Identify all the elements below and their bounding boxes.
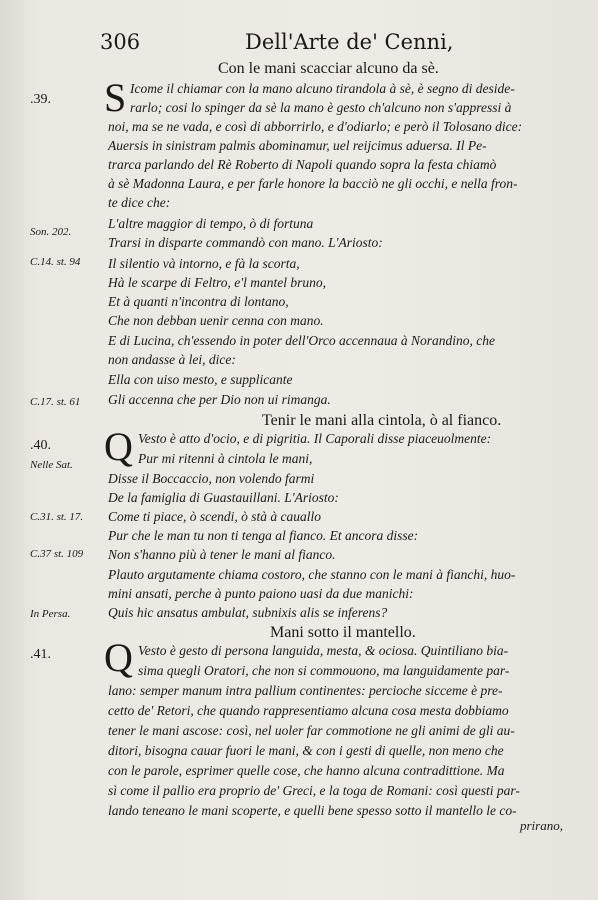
text-line: Auersis in sinistram palmis abominamur, uel reijcimus aduersa. Il Pe- xyxy=(108,138,487,153)
text-line: trarca parlando del Rè Roberto di Napoli quando sopra la festa chiamò xyxy=(108,157,497,172)
section-heading: Tenir le mani alla cintola, ò al fianco. xyxy=(262,412,502,429)
text-line: tener le mani ascose: così, nel uoler far commotione ne gli animi de gli au- xyxy=(108,723,515,738)
verse-line: Et à quanti n'incontra di lontano, xyxy=(108,294,289,309)
text-line: te dice che: xyxy=(108,195,171,210)
margin-section-number: .39. xyxy=(30,92,51,107)
margin-reference: Son. 202. xyxy=(30,226,72,238)
verse-line: Quis hic ansatus ambulat, subnixis alis se inferens? xyxy=(108,605,388,620)
running-title: Dell'Arte de' Cenni, xyxy=(245,30,454,54)
section-heading: Con le mani scacciar alcuno da sè. xyxy=(218,60,439,77)
catchword: prirano, xyxy=(520,818,563,833)
margin-reference: C.14. st. 94 xyxy=(30,256,81,268)
text-line: Icome il chiamar con la mano alcuno tirandola à sè, è segno di deside- xyxy=(130,81,515,96)
drop-capital: Q xyxy=(104,635,133,680)
margin-reference: In Persa. xyxy=(30,608,71,620)
verse-line: Trarsi in disparte commandò con mano. L'Ariosto: xyxy=(108,235,383,250)
text-line: sì come il pallio era proprio de' Greci, e la toga de Romani: così questi par- xyxy=(108,783,520,798)
verse-line: Non s'hanno più à tener le mani al fianco. xyxy=(108,547,336,562)
verse-line: L'altre maggior di tempo, ò di fortuna xyxy=(108,216,314,231)
text-line: Vesto è gesto di persona languida, mesta, & ociosa. Quintiliano bia- xyxy=(138,643,509,658)
text-line: à sè Madonna Laura, e per farle honore la bacciò ne gli occhi, e nella fron- xyxy=(108,176,518,191)
section-heading: Mani sotto il mantello. xyxy=(270,624,416,641)
text-line: Plauto argutamente chiama costoro, che stanno con le mani à fianchi, huo- xyxy=(108,567,516,582)
text-line: lando teneano le mani scoperte, e quelli bene spesso sotto il mantello le co- xyxy=(108,803,517,818)
text-line: sima quegli Oratori, che non si commouono, ma languidamente par- xyxy=(138,663,510,678)
text-line: mini ansati, perche à punto paiono uasi da due manichi: xyxy=(108,586,414,601)
verse-line: Pur mi ritenni à cintola le mani, xyxy=(138,451,313,466)
margin-reference: C.17. st. 61 xyxy=(30,396,81,408)
verse-line: Ella con uiso mesto, e supplicante xyxy=(108,372,293,387)
margin-section-number: .41. xyxy=(30,647,51,662)
text-line: cetto de' Retori, che quando rappresentiamo alcuna cosa mesta dobbiamo xyxy=(108,703,509,718)
margin-reference: Nelle Sat. xyxy=(30,459,73,471)
verse-line: Come ti piace, ò scendi, ò stà à cauallo xyxy=(108,509,321,524)
verse-line: Hà le scarpe di Feltro, e'l mantel bruno, xyxy=(108,275,326,290)
verse-line: De la famiglia di Guastauillani. L'Ariosto: xyxy=(108,490,339,505)
verse-line: Che non debban uenir cenna con mano. xyxy=(108,313,324,328)
page-number: 306 xyxy=(100,30,141,54)
text-line: E di Lucina, ch'essendo in poter dell'Orco accennaua à Norandino, che xyxy=(108,333,495,348)
margin-section-number: .40. xyxy=(30,438,51,453)
drop-capital: S xyxy=(104,75,127,120)
verse-line: Il silentio và intorno, e fà la scorta, xyxy=(108,256,300,271)
text-line: Vesto è atto d'ocio, e di pigritia. Il Caporali disse piaceuolmente: xyxy=(138,431,492,446)
margin-reference: C.37 st. 109 xyxy=(30,548,84,560)
text-line: ditori, bisogna cauar fuori le mani, & con i gesti di quelle, non meno che xyxy=(108,743,504,758)
text-line: non andasse à lei, dice: xyxy=(108,352,236,367)
text-line: rarlo; cosi lo spinger da sè la mano è gesto ch'alcuno non s'appressi à xyxy=(130,100,512,115)
margin-reference: C.31. st. 17. xyxy=(30,511,84,523)
drop-capital: Q xyxy=(104,424,133,469)
text-line: noi, ma se ne vada, e così di abborrirlo, e d'odiarlo; e però il Tolosano dice: xyxy=(108,119,523,134)
verse-line: Gli accenna che per Dio non ui rimanga. xyxy=(108,392,331,407)
text-line: con le parole, esprimer quelle cose, che hanno alcuna contradittione. Ma xyxy=(108,763,505,778)
verse-line: Disse il Boccaccio, non volendo farmi xyxy=(108,471,315,486)
verse-line: Pur che le man tu non ti tenga al fianco. Et ancora disse: xyxy=(108,528,419,543)
text-line: lano: semper manum intra pallium continentes: percioche sicceme è pre- xyxy=(108,683,503,698)
